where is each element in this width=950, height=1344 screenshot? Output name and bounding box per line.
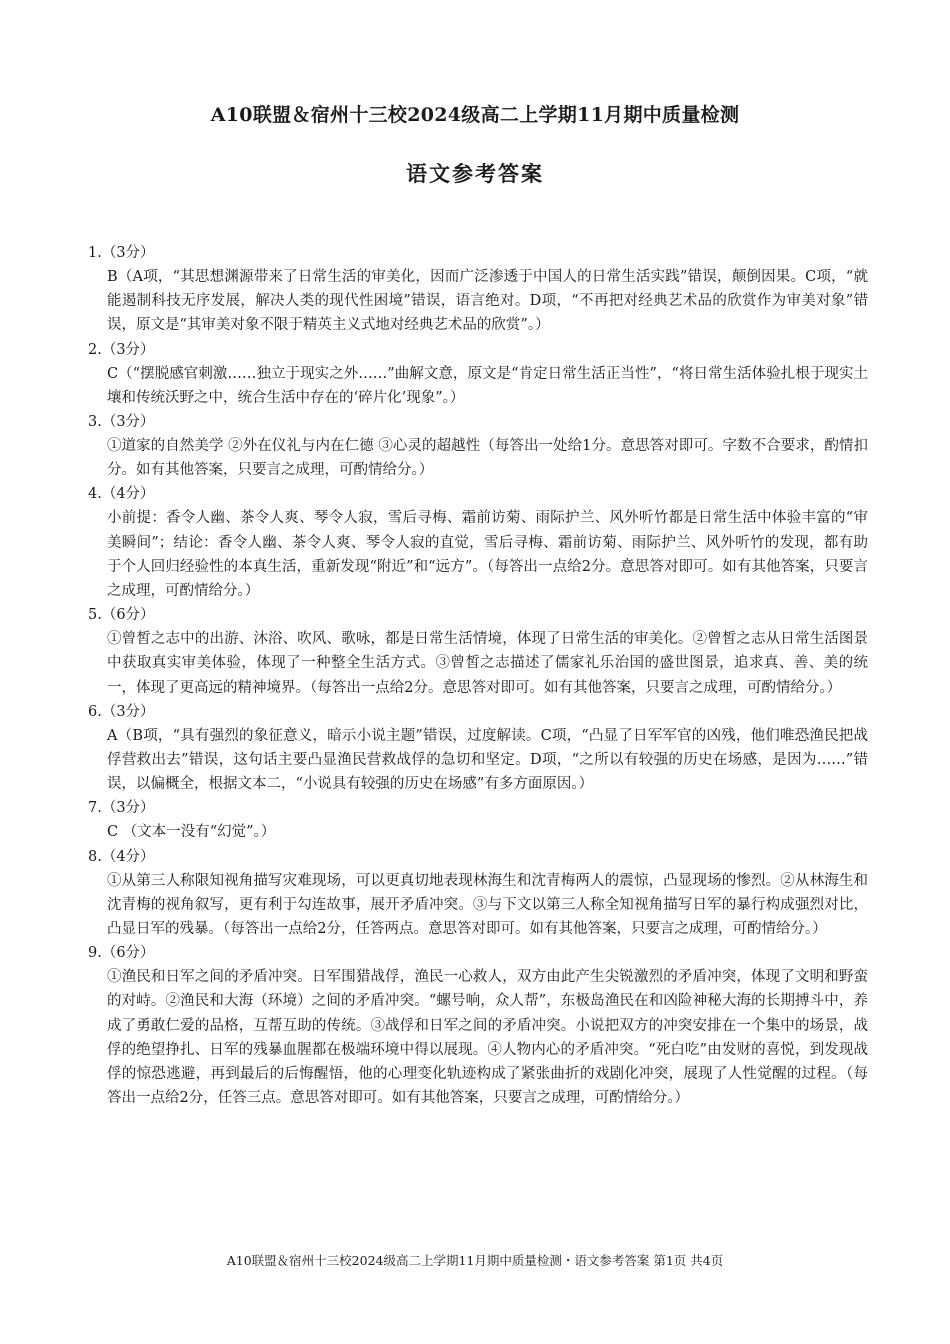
answer-item-9 [88, 941, 868, 1110]
question-number: 5.（6分） [88, 607, 155, 624]
question-number: 4.（4分） [88, 486, 155, 503]
answer-item-6 [88, 700, 868, 797]
answer-text: C （文本一没有“幻觉”。） [107, 824, 276, 841]
question-number: 7.（3分） [88, 800, 155, 817]
answer-item-5 [88, 603, 868, 700]
document-title: A10联盟＆宿州十三校2024级高二上学期11月期中质量检测 [210, 104, 740, 126]
answer-text: 小前提：香令人幽、茶令人爽、琴令人寂，雪后寻梅、霜前访菊、雨际护兰、风外听竹都是日常生活中体验丰富的“审美瞬间”；结论：香令人幽、茶令人爽、琴令人寂的直觉，雪后寻梅、霜前访菊、雨际护兰、风外听竹的发现，都有助于个人回归经验性的本真生活，重新发现“附近”和“远方”。（每答出一点给2分。意思答对即可。如有其他答案，只要言之成理，可酌情给分。） [107, 510, 868, 600]
answer-item-3 [88, 410, 868, 482]
question-number: 3.（3分） [88, 414, 155, 431]
answer-text: A（B项，“具有强烈的象征意义，暗示小说主题”错误，过度解读。C项，“凸显了日军军官的凶残，他们唯恐渔民把战俘营救出去”错误，这句话主要凸显渔民营救战俘的急切和坚定。D项，“之所以有较强的历史在场感，是因为……”错误，以偏概全，根据文本二，“小说具有较强的历史在场感”有多方面原因。） [107, 727, 868, 793]
answer-item-7 [88, 796, 868, 844]
page-footer: A10联盟＆宿州十三校2024级高二上学期11月期中质量检测・语文参考答案 第1页 共4页 [226, 1253, 724, 1268]
answer-text: ①曾皙之志中的出游、沐浴、吹风、歌咏，都是日常生活情境，体现了日常生活的审美化。②曾皙之志从日常生活图景中获取真实审美体验，体现了一种整全生活方式。③曾皙之志描述了儒家礼乐治国的盛世图景，追求真、善、美的统一，体现了更高远的精神境界。（每答出一点给2分。意思答对即可。如有其他答案，只要言之成理，可酌情给分。） [107, 631, 868, 696]
answer-text: ①从第三人称限知视角描写灾难现场，可以更真切地表现林海生和沈青梅两人的震惊，凸显现场的惨烈。②从林海生和沈青梅的视角叙写，更有利于勾连故事，展开矛盾冲突。③与下文以第三人称全知视角描写日军的暴行构成强烈对比，凸显日军的残暴。（每答出一点给2分，任答两点。意思答对即可。如有其他答案，只要言之成理，可酌情给分。） [107, 872, 868, 938]
answer-list [88, 241, 868, 1110]
answer-item-2 [88, 338, 868, 410]
answer-item-4 [88, 482, 868, 603]
question-number: 1.（3分） [88, 245, 155, 261]
answer-text: ①道家的自然美学 ②外在仪礼与内在仁德 ③心灵的超越性（每答出一处给1分。意思答对即可。字数不合要求，酌情扣分。如有其他答案，只要言之成理，可酌情给分。） [107, 438, 868, 479]
question-number: 9.（6分） [88, 945, 155, 962]
answer-text: C（“摆脱感官刺激……独立于现实之外……”曲解文意，原文是“肯定日常生活正当性”，“将日常生活体验扎根于现实土壤和传统沃野之中，统合生活中存在的‘碎片化’现象”。） [107, 365, 868, 406]
answer-text: ①渔民和日军之间的矛盾冲突。日军围猎战俘，渔民一心救人，双方由此产生尖锐激烈的矛盾冲突，体现了文明和野蛮的对峙。②渔民和大海（环境）之间的矛盾冲突。“螺号响，众人帮”，东极岛渔民在和凶险神秘大海的长期搏斗中，养成了勇敢仁爱的品格，互帮互助的传统。③战俘和日军之间的矛盾冲突。小说把双方的冲突安排在一个集中的场景，战俘的绝望挣扎、日军的残暴血腥都在极端环境中得以展现。④人物内心的矛盾冲突。“死白吃”由发财的喜悦，到发现战俘的惊恐逃避，再到最后的后悔醒悟，他的心理变化轨迹构成了紧张曲折的戏剧化冲突，展现了人性觉醒的过程。（每答出一点给2分，任答三点。意思答对即可。如有其他答案，只要言之成理，可酌情给分。） [107, 969, 868, 1107]
question-number: 8.（4分） [88, 848, 155, 865]
answer-item-1 [88, 241, 868, 338]
question-number: 6.（3分） [88, 703, 155, 720]
question-number: 2.（3分） [88, 341, 155, 358]
answer-item-8 [88, 845, 868, 942]
answer-text: B（A项，“其思想渊源带来了日常生活的审美化，因而广泛渗透于中国人的日常生活实践”错误，颠倒因果。C项，“就能遏制科技无序发展，解决人类的现代性困境”错误，语言绝对。D项，“不再把对经典艺术品的欣赏作为审美对象”错误，原文是“其审美对象不限于精英主义式地对经典艺术品的欣赏”。） [107, 269, 868, 334]
document-subtitle: 语文参考答案 [406, 161, 544, 186]
